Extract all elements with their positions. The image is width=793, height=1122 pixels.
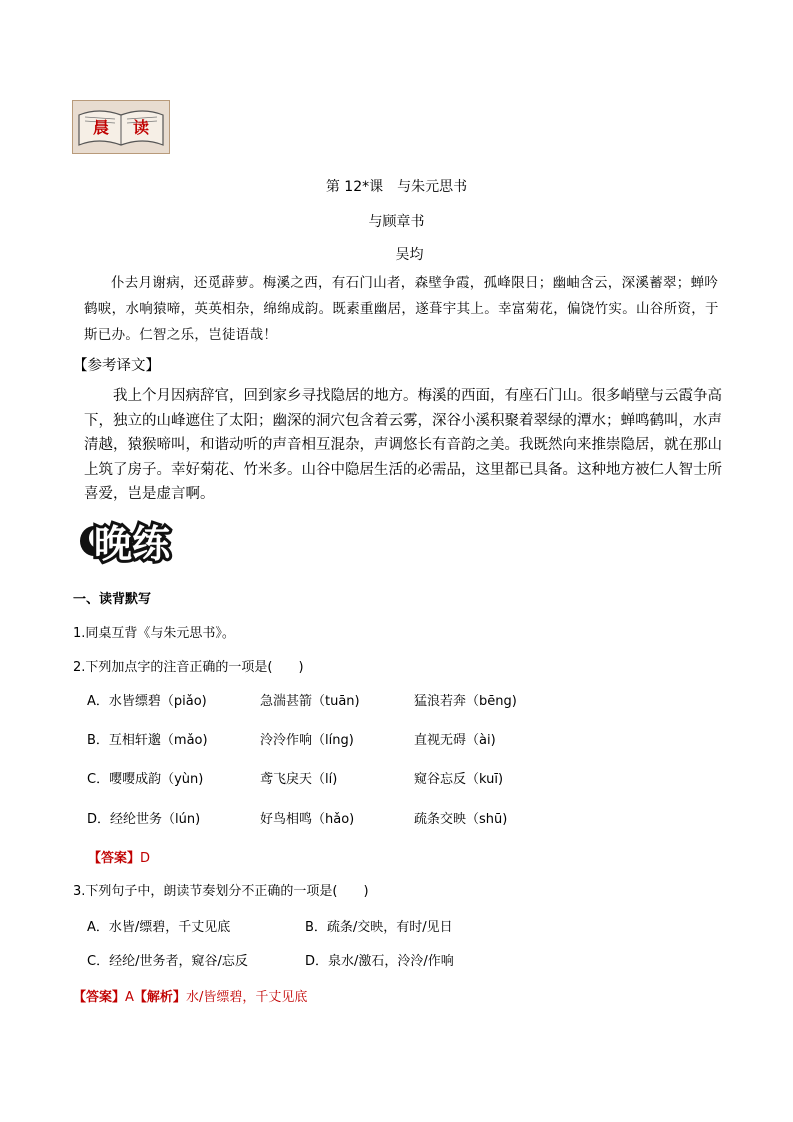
- q2-answer-label: 【答案】: [88, 851, 141, 866]
- q3-option-d: D．泉水/激石，泠泠/作响: [305, 954, 454, 969]
- q2-option-d3: 疏条交映（shū): [414, 812, 508, 827]
- q2-option-c1: C．嘤嘤成韵（yùn): [87, 772, 204, 787]
- question-3-stem: 3.下列句子中，朗读节奏划分不正确的一项是( ): [73, 884, 369, 899]
- q2-option-d2: 好鸟相鸣（hǎo): [260, 812, 355, 827]
- lesson-title: 第 12*课 与朱元思书: [325, 179, 468, 195]
- q3-answer-label: 【答案】: [73, 990, 126, 1005]
- q2-answer: [88, 847, 150, 866]
- q2-option-b3: 直视无碍（ài): [414, 733, 496, 748]
- q2-option-d1: D．经纶世务（lún): [87, 812, 201, 827]
- section-title: 一、读背默写: [73, 592, 152, 607]
- q2-option-a3: 猛浪若奔（bēng): [414, 694, 517, 709]
- essay-title: 与顾章书: [368, 214, 425, 230]
- chendu-logo: [72, 100, 170, 154]
- logo-char-2: 读: [132, 118, 149, 137]
- question-2-stem: 2.下列加点字的注音正确的一项是( ): [73, 660, 304, 675]
- wanlian-text: 晚练: [93, 522, 171, 566]
- q3-analysis-label: 【解析】: [133, 990, 186, 1005]
- q3-answer-value: A: [125, 990, 134, 1005]
- q2-option-b2: 泠泠作响（líng): [260, 733, 354, 748]
- q3-option-b: B．疏条/交映，有时/见日: [305, 920, 453, 935]
- q3-analysis-text: 水/皆缥碧，千丈见底: [185, 990, 308, 1005]
- wanlian-logo: [76, 515, 180, 567]
- q2-option-a1: A．水皆缥碧（piǎo): [87, 694, 207, 709]
- q2-option-a2: 急湍甚箭（tuān): [260, 694, 360, 709]
- logo-char-1: 晨: [92, 118, 109, 137]
- q2-option-c2: 鸢飞戾天（lí): [260, 772, 338, 787]
- q3-option-a: A．水皆/缥碧，千丈见底: [87, 920, 231, 935]
- q3-option-c: C．经纶/世务者，窥谷/忘反: [87, 954, 248, 969]
- q2-option-b1: B．互相轩邈（mǎo): [87, 733, 208, 748]
- author-name: 吴均: [395, 247, 424, 263]
- q2-option-c3: 窥谷忘反（kuī): [414, 772, 504, 787]
- classical-text: 仆去月谢病，还觅薜萝。梅溪之西，有石门山者，森壁争霞，孤峰限日；幽岫含云，深溪蓄翠；蝉吟鹤唳，水响猿啼，英英相杂，绵绵成韵。既素重幽居，遂葺宇其上。幸富菊花，偏饶竹实。山谷所资，于斯已办。仁智之乐，岂徒语哉！: [84, 275, 719, 343]
- q3-answer: [73, 986, 307, 1005]
- translation-text: 我上个月因病辞官，回到家乡寻找隐居的地方。梅溪的西面，有座石门山。很多峭壁与云霞争高下，独立的山峰遮住了太阳；幽深的洞穴包含着云雾，深谷小溪积聚着翠绿的潭水；蝉鸣鹤叫，水声清越，猿猴啼叫，和谐动听的声音相互混杂，声调悠长有音韵之美。我既然向来推崇隐居，就在那山上筑了房子。幸好菊花、竹米多。山谷中隐居生活的必需品，这里都已具备。这种地方被仁人智士所喜爱，岂是虚言啊。: [84, 388, 722, 502]
- translation-label: 【参考译文】: [73, 358, 160, 374]
- question-1: 1.同桌互背《与朱元思书》。: [73, 626, 235, 641]
- q2-answer-value: D: [140, 851, 151, 866]
